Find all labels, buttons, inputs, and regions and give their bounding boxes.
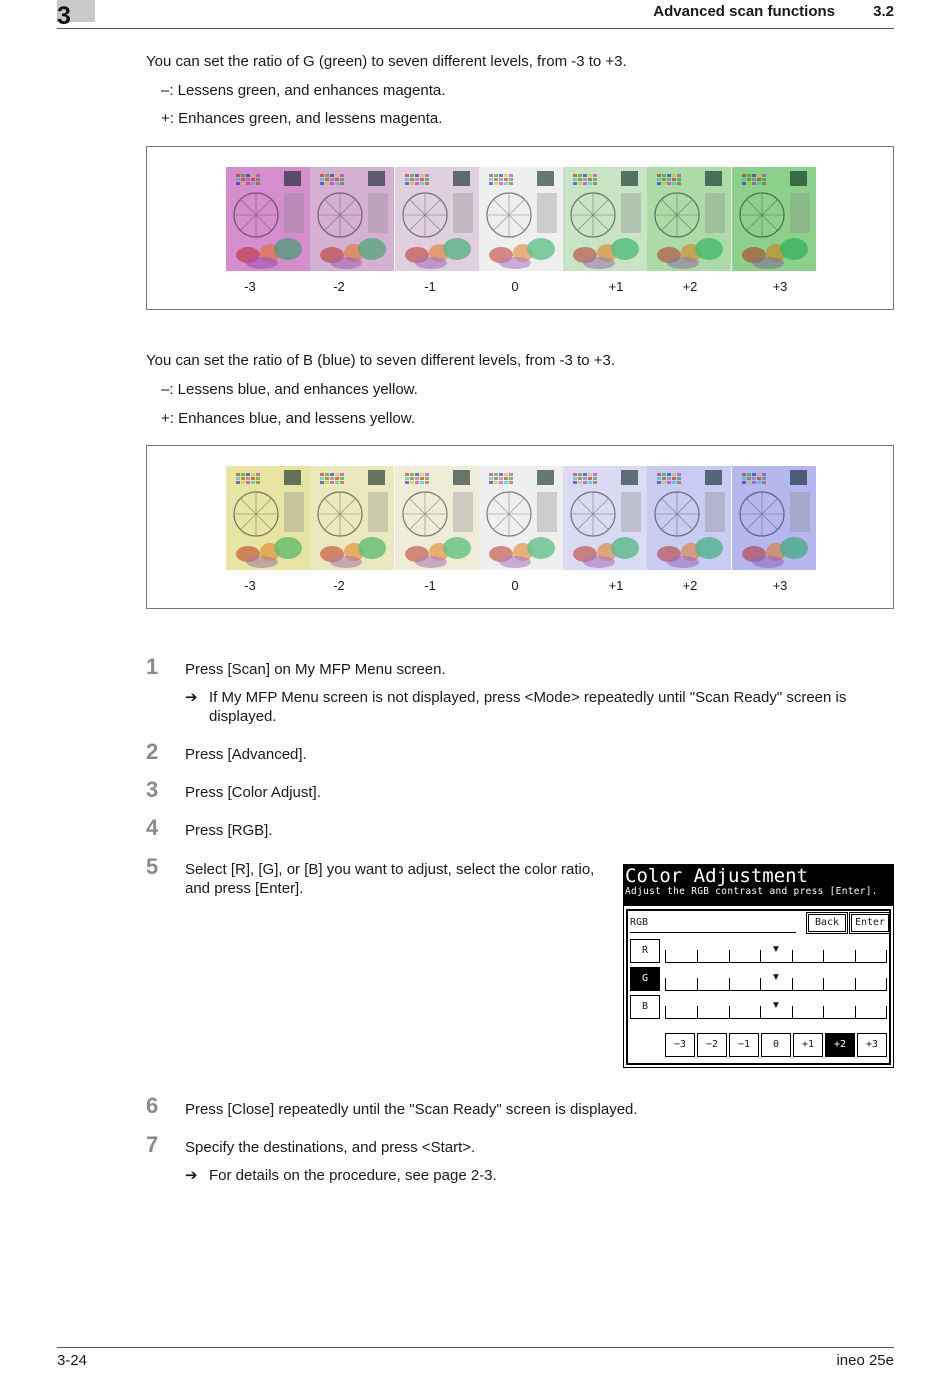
b-level-scale[interactable] [665,1000,887,1019]
green-level-label: +2 [682,279,698,294]
green-level-label: 0 [511,279,519,294]
level-minus2-button[interactable]: −2 [697,1033,727,1057]
level-minus1-button[interactable]: −1 [729,1033,759,1057]
step-text: Press [Close] repeatedly until the "Scan Ready" screen is displayed. [185,1101,638,1118]
channel-b-button[interactable]: B [630,995,660,1019]
green-level-label: -2 [333,279,345,294]
green-sample-strip [226,167,816,271]
footer-rule [57,1347,894,1348]
footer-model-name: ineo 25e [836,1352,894,1369]
arrow-icon: ➔ [185,1167,198,1184]
step-text: Press [Advanced]. [185,746,307,763]
g-level-marker-icon: ▼ [771,972,781,983]
green-intro: You can set the ratio of G (green) to seven different levels, from -3 to +3. [146,53,627,70]
blue-level-label: -2 [333,578,345,593]
screen-header [624,865,893,906]
enter-button[interactable]: Enter [851,914,889,932]
blue-level-label: -1 [424,578,436,593]
step-number: 4 [146,815,159,840]
green-minus-desc: –: Lessens green, and enhances magenta. [161,82,446,99]
green-sample-image [732,167,816,271]
green-plus-desc: +: Enhances green, and lessens magenta. [161,110,443,127]
green-sample-image [563,167,647,271]
step-number: 3 [146,777,159,802]
blue-sample-image [226,466,310,570]
step-number: 7 [146,1132,159,1157]
step-note-text: If My MFP Menu screen is not displayed, press <Mode> repeatedly until "Scan Ready" screen is displayed. [209,689,847,725]
step-text: Press [Scan] on My MFP Menu screen. [185,661,446,678]
green-level-label: +3 [772,279,788,294]
step-number: 2 [146,739,159,764]
green-level-label: +1 [608,279,624,294]
blue-sample-image [563,466,647,570]
step-text: Select [R], [G], or [B] you want to adjust, select the color ratio, and press [Enter]. [185,861,595,897]
blue-sample-figure [146,445,894,609]
screen-body [626,909,891,1065]
level-0-button[interactable]: 0 [761,1033,791,1057]
header-section-number: 3.2 [873,3,894,20]
green-sample-image [647,167,731,271]
channel-r-button[interactable]: R [630,939,660,963]
blue-sample-image [647,466,731,570]
color-adjustment-screen [623,864,894,1068]
blue-level-label: 0 [511,578,519,593]
step-note-text: For details on the procedure, see page 2-3. [209,1167,497,1184]
step-text: Specify the destinations, and press <Start>. [185,1139,476,1156]
level-plus2-button[interactable]: +2 [825,1033,855,1057]
screen-subtitle: Adjust the RGB contrast and press [Enter]. [625,886,878,897]
footer-page-number: 3-24 [57,1352,88,1369]
header-rule [57,28,894,29]
green-level-label: -1 [424,279,436,294]
level-plus1-button[interactable]: +1 [793,1033,823,1057]
blue-sample-image [395,466,479,570]
blue-level-label: +1 [608,578,624,593]
r-level-scale[interactable] [665,944,887,963]
blue-sample-strip [226,466,816,570]
step-note [185,1166,885,1185]
green-sample-figure [146,146,894,310]
step-number: 6 [146,1093,159,1118]
screen-title: Color Adjustment [625,865,809,887]
step-text: Press [RGB]. [185,822,273,839]
r-level-marker-icon: ▼ [771,944,781,955]
g-level-scale[interactable] [665,972,887,991]
step-note [185,688,885,726]
blue-minus-desc: –: Lessens blue, and enhances yellow. [161,381,418,398]
blue-sample-image [479,466,563,570]
blue-level-label: +3 [772,578,788,593]
b-level-marker-icon: ▼ [771,1000,781,1011]
green-sample-image [395,167,479,271]
back-button[interactable]: Back [808,914,846,932]
channel-g-button[interactable]: G [630,967,660,991]
blue-sample-image [310,466,394,570]
level-minus3-button[interactable]: −3 [665,1033,695,1057]
step-number: 1 [146,654,159,679]
green-sample-image [226,167,310,271]
step-text: Press [Color Adjust]. [185,784,321,801]
level-plus3-button[interactable]: +3 [857,1033,887,1057]
blue-sample-image [732,466,816,570]
blue-level-label: -3 [244,578,256,593]
header-title: Advanced scan functions [653,3,835,20]
mode-label: RGB [630,915,796,933]
blue-intro: You can set the ratio of B (blue) to seven different levels, from -3 to +3. [146,352,616,369]
blue-level-label: +2 [682,578,698,593]
green-sample-image [479,167,563,271]
blue-plus-desc: +: Enhances blue, and lessens yellow. [161,410,415,427]
chapter-number: 3 [57,2,71,30]
green-sample-image [310,167,394,271]
arrow-icon: ➔ [185,689,198,706]
step-number: 5 [146,854,159,879]
green-level-label: -3 [244,279,256,294]
